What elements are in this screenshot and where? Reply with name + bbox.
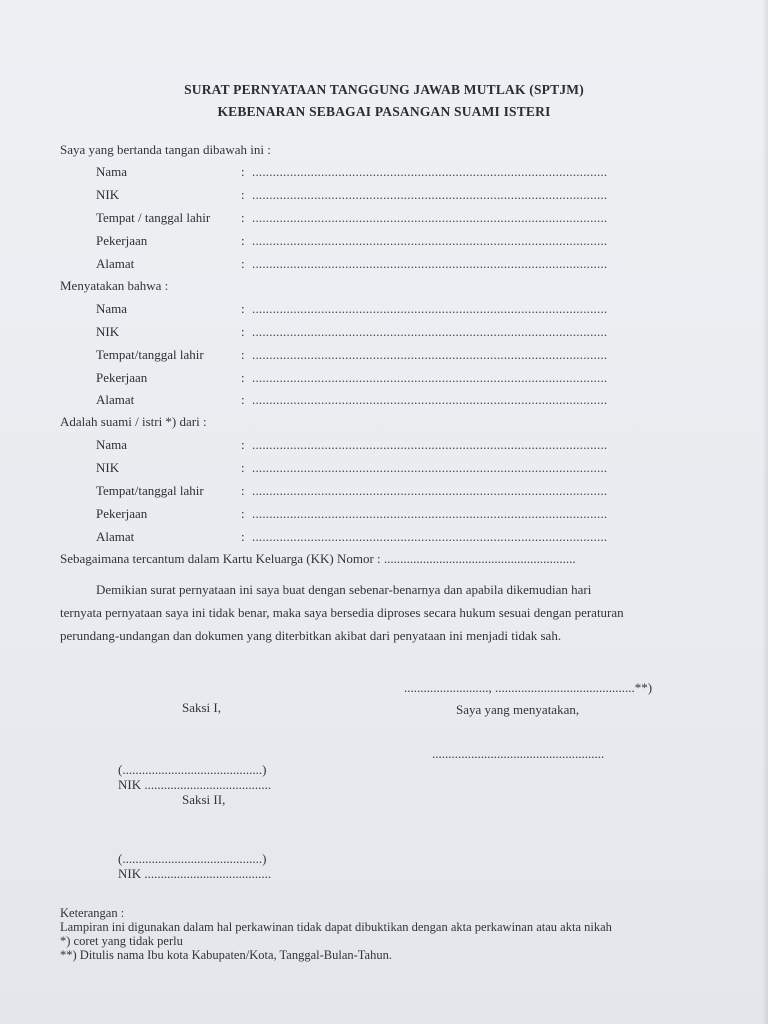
field-colon: : <box>241 187 245 202</box>
field-colon: : <box>241 301 245 316</box>
notes-heading: Keterangan : <box>60 906 125 920</box>
witness-2-nik-line: NIK ....................................... <box>118 866 272 881</box>
statement-paragraph-line-1: Demikian surat pernyataan ini saya buat dengan sebenar-benarnya dan apabila dikemudian hari <box>96 582 592 597</box>
field-blank-line: ....................................................................................................... <box>252 483 608 498</box>
field-blank-line: ....................................................................................................... <box>252 529 608 544</box>
field-blank-line: ....................................................................................................... <box>252 370 608 385</box>
note-3: **) Ditulis nama Ibu kota Kabupaten/Kota, Tanggal-Bulan-Tahun. <box>60 948 392 962</box>
document-title-line-2: KEBENARAN SEBAGAI PASANGAN SUAMI ISTERI <box>217 104 551 119</box>
field-label: Alamat <box>96 529 135 544</box>
witness-2-name-line: (...........................................) <box>118 851 267 866</box>
field-blank-line: ....................................................................................................... <box>252 187 608 202</box>
field-colon: : <box>241 483 245 498</box>
document-title-line-1: SURAT PERNYATAAN TANGGUNG JAWAB MUTLAK (SPTJM) <box>184 82 584 97</box>
field-label: NIK <box>96 324 120 339</box>
field-blank-line: ....................................................................................................... <box>252 164 608 179</box>
field-label: Pekerjaan <box>96 370 148 385</box>
field-label: Pekerjaan <box>96 233 148 248</box>
field-blank-line: ....................................................................................................... <box>252 301 608 316</box>
place-date-line: .........................., ...........................................**) <box>404 680 653 695</box>
field-blank-line: ....................................................................................................... <box>252 210 608 225</box>
field-blank-line: ....................................................................................................... <box>252 324 608 339</box>
witness-1-name-line: (...........................................) <box>118 762 267 777</box>
field-colon: : <box>241 529 245 544</box>
field-label: Tempat/tanggal lahir <box>96 347 204 362</box>
field-blank-line: ....................................................................................................... <box>252 256 608 271</box>
field-label: NIK <box>96 187 120 202</box>
witness-1-label: Saksi I, <box>182 700 221 715</box>
field-blank-line: ....................................................................................................... <box>252 506 608 521</box>
intro-text: Saya yang bertanda tangan dibawah ini : <box>60 142 271 157</box>
field-label: Nama <box>96 437 128 452</box>
field-colon: : <box>241 460 245 475</box>
field-colon: : <box>241 164 245 179</box>
field-blank-line: ....................................................................................................... <box>252 347 608 362</box>
field-colon: : <box>241 506 245 521</box>
field-colon: : <box>241 437 245 452</box>
field-label: Tempat/tanggal lahir <box>96 483 204 498</box>
statement-paragraph-line-2: ternyata pernyataan saya ini tidak benar, maka saya bersedia diproses secara hukum sesuai dengan peraturan <box>60 605 624 620</box>
field-label: NIK <box>96 460 120 475</box>
witness-1-nik-line: NIK ....................................... <box>118 777 272 792</box>
field-colon: : <box>241 392 245 407</box>
field-colon: : <box>241 233 245 248</box>
field-colon: : <box>241 347 245 362</box>
page-edge-shadow <box>762 0 768 1024</box>
field-blank-line: ....................................................................................................... <box>252 233 608 248</box>
field-label: Alamat <box>96 392 135 407</box>
field-blank-line: ....................................................................................................... <box>252 392 608 407</box>
field-label: Tempat / tanggal lahir <box>96 210 211 225</box>
field-label: Alamat <box>96 256 135 271</box>
field-colon: : <box>241 370 245 385</box>
field-label: Nama <box>96 164 128 179</box>
field-blank-line: ....................................................................................................... <box>252 460 608 475</box>
witness-2-label: Saksi II, <box>182 792 226 807</box>
declarant-signature-line: ..................................................... <box>432 746 605 761</box>
field-label: Pekerjaan <box>96 506 148 521</box>
statement-paragraph-line-3: perundang-undangan dan dokumen yang diterbitkan akibat dari penyataan ini menjadi tidak sah. <box>60 628 562 643</box>
kk-number-line: Sebagaimana tercantum dalam Kartu Keluarga (KK) Nomor : ........................................................... <box>60 551 576 566</box>
field-colon: : <box>241 256 245 271</box>
section-heading: Menyatakan bahwa : <box>60 278 169 293</box>
field-colon: : <box>241 210 245 225</box>
section-heading: Adalah suami / istri *) dari : <box>60 414 207 429</box>
field-label: Nama <box>96 301 128 316</box>
field-blank-line: ....................................................................................................... <box>252 437 608 452</box>
note-2: *) coret yang tidak perlu <box>60 934 183 948</box>
declarant-label: Saya yang menyatakan, <box>456 702 580 717</box>
note-1: Lampiran ini digunakan dalam hal perkawinan tidak dapat dibuktikan dengan akta perkawinan atau akta nikah <box>60 920 612 934</box>
field-colon: : <box>241 324 245 339</box>
